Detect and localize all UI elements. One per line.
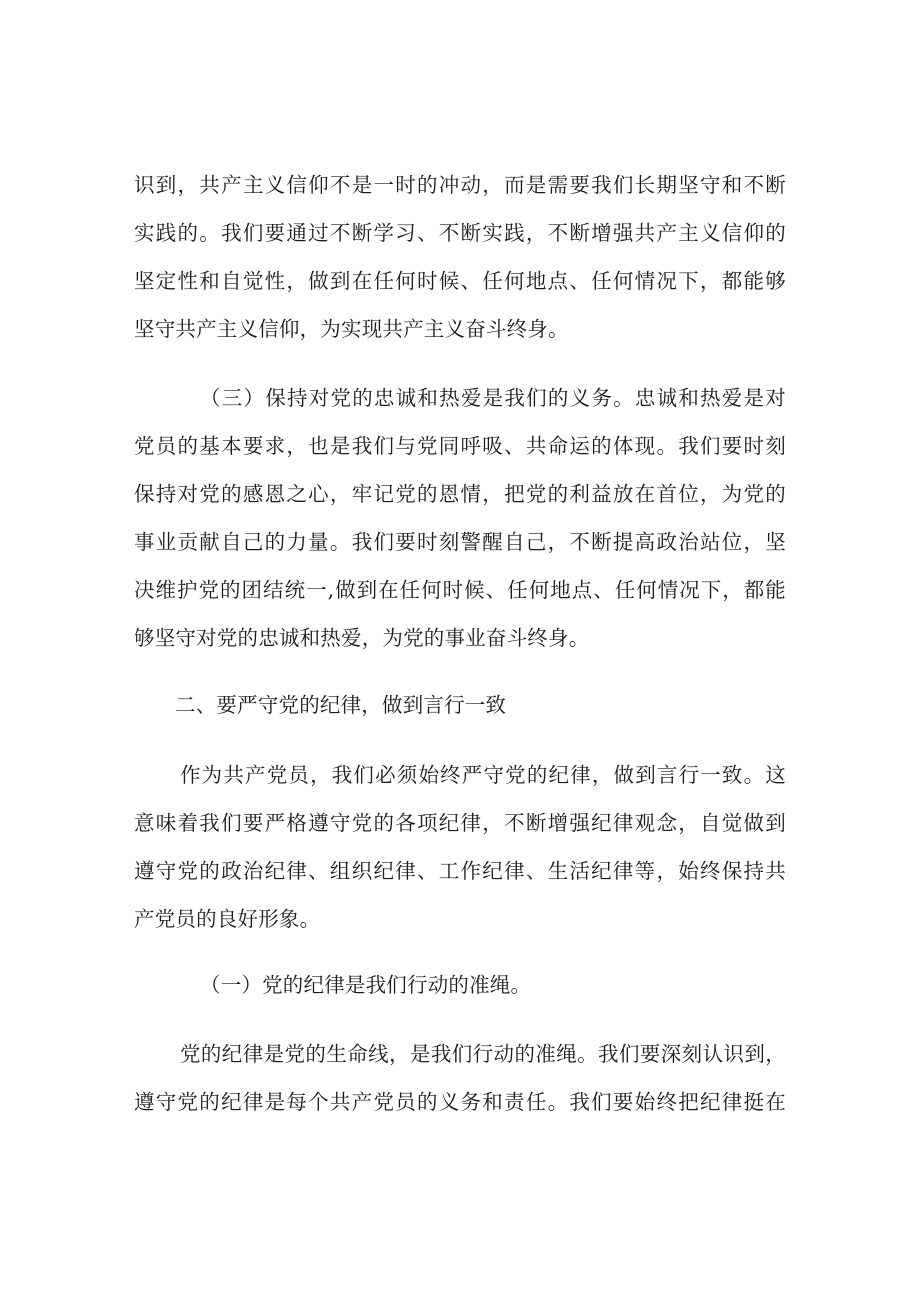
text-line: 实践的。我们要通过不断学习、不断实践，不断增强共产主义信仰的 (134, 221, 786, 245)
text-line: 党的纪律是党的生命线，是我们行动的准绳。我们要深刻认识到， (180, 1042, 786, 1066)
section-heading: 二、要严守党的纪律，做到言行一致 (175, 693, 507, 717)
subheading-line: （三）保持对党的忠诚和热爱是我们的义务。忠诚和热爱是对 (200, 386, 786, 410)
text-line: 产党员的良好形象。 (134, 907, 321, 931)
text-line: 作为共产党员，我们必须始终严守党的纪律，做到言行一致。这 (180, 763, 786, 787)
text-line: 决维护党的团结统一,做到在任何时候、任何地点、任何情况下，都能 (134, 578, 786, 602)
text-line: 够坚守对党的忠诚和热爱，为党的事业奋斗终身。 (134, 626, 590, 650)
text-line: 识到，共产主义信仰不是一时的冲动，而是需要我们长期坚守和不断 (134, 173, 786, 197)
subheading-one: （一）党的纪律是我们行动的准绳。 (200, 973, 532, 997)
text-line: 遵守党的纪律是每个共产党员的义务和责任。我们要始终把纪律挺在 (134, 1090, 786, 1114)
text-line: 坚定性和自觉性，做到在任何时候、任何地点、任何情况下，都能够 (134, 269, 786, 293)
text-line: 党员的基本要求，也是我们与党同呼吸、共命运的体现。我们要时刻 (134, 434, 786, 458)
text-line: 坚守共产主义信仰，为实现共产主义奋斗终身。 (134, 317, 569, 341)
text-line: 保持对党的感恩之心，牢记党的恩情，把党的利益放在首位，为党的 (134, 482, 786, 506)
text-line: 事业贡献自己的力量。我们要时刻警醒自己，不断提高政治站位，坚 (134, 530, 786, 554)
text-line: 意味着我们要严格遵守党的各项纪律，不断增强纪律观念，自觉做到 (134, 811, 786, 835)
text-line: 遵守党的政治纪律、组织纪律、工作纪律、生活纪律等，始终保持共 (134, 859, 786, 883)
